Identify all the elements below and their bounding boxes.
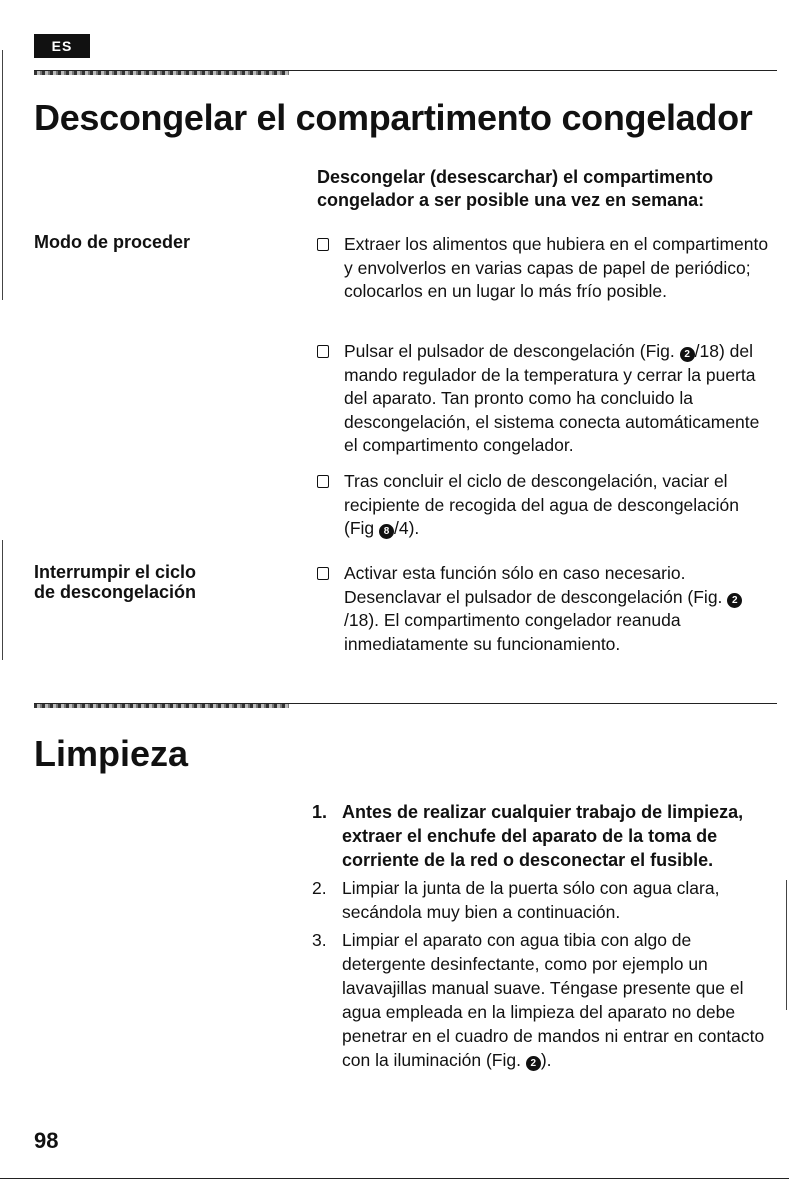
section-title-defrost: Descongelar el compartimento congelador bbox=[34, 97, 753, 138]
step-text: Limpiar el aparato con agua tibia con algo de detergente desinfectante, como por ejemplo un lavavajillas manual suave. Téngase presente que el agua empleada en la limpieza del aparato no debe penetrar en el cuadro de mandos ni entrar en contacto con la iluminación (Fig. bbox=[342, 930, 765, 1070]
step-text: /18). El compartimento congelador reanuda inmediatamente su funcionamiento. bbox=[344, 610, 681, 654]
cleaning-step bbox=[312, 928, 777, 1072]
side-label-procedure: Modo de proceder bbox=[34, 232, 191, 252]
defrost-steps-list bbox=[317, 340, 772, 458]
step-number: 2. bbox=[312, 878, 327, 898]
step-text: Limpiar la junta de la puerta sólo con agua clara, secándola muy bien a continuación. bbox=[342, 878, 720, 922]
figure-reference-icon: 2 bbox=[727, 593, 742, 608]
cleaning-step bbox=[312, 876, 777, 924]
step-number: 3. bbox=[312, 930, 327, 950]
defrost-steps-list bbox=[317, 562, 772, 656]
section-title-cleaning: Limpieza bbox=[34, 733, 189, 774]
checkbox-bullet-icon bbox=[317, 345, 329, 358]
side-label-interrupt-line2: de descongelación bbox=[34, 582, 197, 602]
page-number: 98 bbox=[34, 1128, 59, 1153]
step-text: ). bbox=[540, 1050, 552, 1070]
step-text: Pulsar el pulsador de descongelación (Fig. bbox=[344, 341, 680, 361]
step-text: /4). bbox=[394, 518, 420, 538]
defrost-steps-list bbox=[317, 470, 772, 541]
defrost-lead-text: Descongelar (desescarchar) el compartimento congelador a ser posible una vez en semana: bbox=[317, 167, 714, 210]
step-text: Antes de realizar cualquier trabajo de limpieza, extraer el enchufe del aparato de la toma de corriente de la red o desconectar el fusible. bbox=[342, 802, 744, 870]
step-number: 1. bbox=[312, 802, 328, 822]
figure-reference-icon: 8 bbox=[379, 524, 394, 539]
defrost-step bbox=[317, 233, 772, 304]
scan-edge-line bbox=[2, 540, 3, 660]
defrost-step bbox=[317, 470, 772, 541]
step-text: Tras concluir el ciclo de descongelación, vaciar el recipiente de recogida del agua de descongelación (Fig bbox=[344, 471, 740, 538]
cleaning-steps-list bbox=[312, 800, 777, 1072]
checkbox-bullet-icon bbox=[317, 567, 329, 580]
figure-reference-icon: 2 bbox=[680, 347, 695, 362]
language-badge: ES bbox=[34, 34, 90, 58]
defrost-step bbox=[317, 340, 772, 458]
checkbox-bullet-icon bbox=[317, 475, 329, 488]
figure-reference-icon: 2 bbox=[526, 1056, 541, 1071]
defrost-steps-list bbox=[317, 233, 772, 304]
side-label-interrupt-line1: Interrumpir el ciclo bbox=[34, 562, 197, 582]
section-divider bbox=[34, 703, 777, 704]
section-divider bbox=[34, 70, 777, 71]
scan-edge-line bbox=[786, 880, 787, 1010]
defrost-step bbox=[317, 562, 772, 656]
page-bottom-line bbox=[0, 1178, 789, 1179]
step-text: Activar esta función sólo en caso necesario. Desenclavar el pulsador de descongelación (Fig. bbox=[344, 563, 728, 607]
checkbox-bullet-icon bbox=[317, 238, 329, 251]
side-label-interrupt bbox=[34, 562, 196, 602]
cleaning-step bbox=[312, 800, 777, 872]
step-text: /18) del mando regulador de la temperatura y cerrar la puerta del aparato. Tan pronto como ha concluido la descongelación, el sistema conecta automáticamente el compartimento congelador. bbox=[344, 341, 760, 455]
step-text: Extraer los alimentos que hubiera en el compartimento y envolverlos en varias capas de papel de periódico; colocarlos en un lugar lo más frío posible. bbox=[344, 234, 769, 301]
scan-edge-line bbox=[2, 50, 3, 300]
